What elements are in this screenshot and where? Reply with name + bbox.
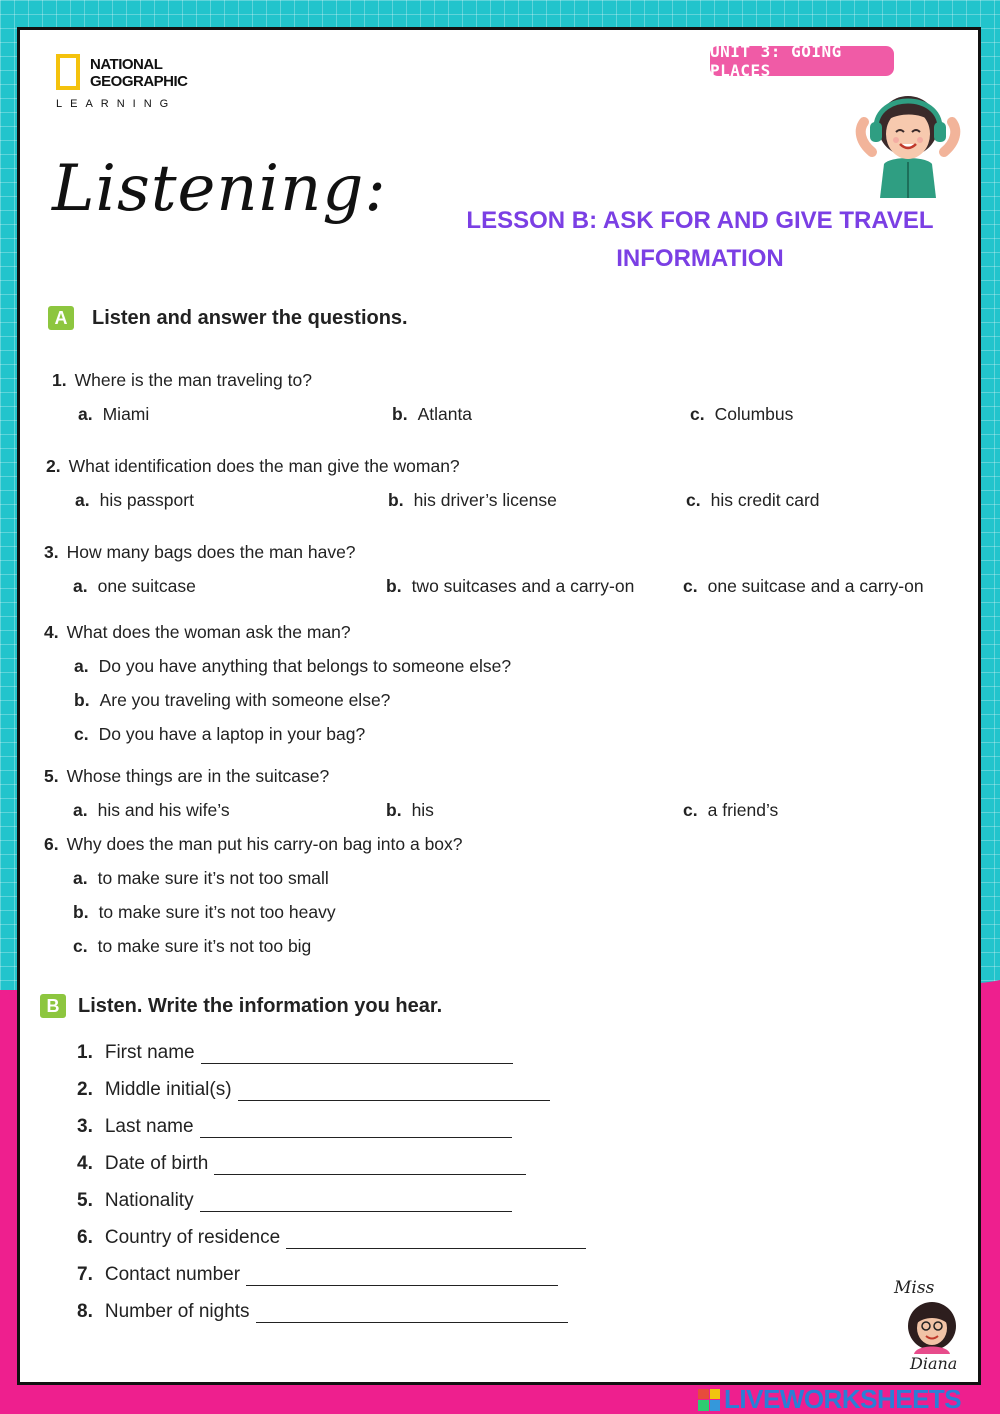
option-letter: a. [73, 800, 88, 820]
q4-option-a[interactable] [74, 656, 511, 677]
question-number: 4. [44, 622, 59, 642]
option-text: Do you have anything that belongs to someone else? [98, 656, 512, 676]
q2-option-a[interactable] [75, 490, 194, 511]
field-number: 3. [77, 1116, 93, 1137]
liveworksheets-logo-icon [698, 1389, 720, 1411]
liveworksheets-watermark [698, 1384, 961, 1414]
field-number: 6. [77, 1227, 93, 1248]
section-b-header [40, 994, 442, 1018]
option-letter: c. [690, 404, 705, 424]
question-text: Where is the man traveling to? [74, 370, 312, 390]
question-text: Why does the man put his carry-on bag into a box? [66, 834, 463, 854]
option-letter: c. [683, 800, 698, 820]
logo-subtitle: LEARNING [56, 98, 177, 110]
question-text: Whose things are in the suitcase? [66, 766, 330, 786]
q3-option-a[interactable] [73, 576, 196, 597]
q6-option-a[interactable] [73, 868, 329, 889]
middle-initials-input[interactable] [238, 1085, 550, 1101]
option-text: his passport [99, 490, 194, 510]
question-number: 1. [52, 370, 67, 390]
q2-option-b[interactable] [388, 490, 557, 511]
girl-with-headphones-icon [850, 82, 966, 198]
question-number: 5. [44, 766, 59, 786]
q6-option-c[interactable] [73, 936, 311, 957]
option-letter: a. [75, 490, 90, 510]
q4-option-b[interactable] [74, 690, 390, 711]
lesson-title [430, 202, 970, 278]
field-label: Nationality [104, 1190, 194, 1211]
question-text: What does the woman ask the man? [66, 622, 351, 642]
option-text: one suitcase [97, 576, 196, 596]
option-letter: c. [73, 936, 88, 956]
country-of-residence-input[interactable] [286, 1233, 586, 1249]
logo-line-2: GEOGRAPHIC [90, 73, 188, 90]
option-letter: b. [74, 690, 90, 710]
first-name-input[interactable] [201, 1048, 513, 1064]
option-letter: a. [78, 404, 93, 424]
watermark-text: LIVEWORKSHEETS [724, 1384, 962, 1414]
q5-option-b[interactable] [386, 800, 434, 821]
q3-option-b[interactable] [386, 576, 634, 597]
field-first-name [77, 1042, 513, 1064]
option-text: to make sure it’s not too small [97, 868, 329, 888]
option-text: his driver’s license [413, 490, 557, 510]
option-text: Are you traveling with someone else? [99, 690, 391, 710]
field-nationality [77, 1190, 512, 1212]
yellow-frame-icon [56, 54, 80, 90]
field-last-name [77, 1116, 512, 1138]
q1-option-b[interactable] [392, 404, 472, 425]
last-name-input[interactable] [200, 1122, 512, 1138]
question-6 [44, 834, 463, 855]
section-b-badge: B [40, 994, 66, 1018]
option-text: Atlanta [417, 404, 473, 424]
unit-badge: UNIT 3: GOING PLACES [710, 46, 894, 76]
field-label: Date of birth [104, 1153, 209, 1174]
question-4 [44, 622, 351, 643]
signature-line-1: Miss [894, 1278, 935, 1298]
question-number: 2. [46, 456, 61, 476]
section-b-instruction: Listen. Write the information you hear. [78, 994, 443, 1017]
option-letter: b. [386, 576, 402, 596]
option-letter: b. [386, 800, 402, 820]
option-letter: a. [73, 868, 88, 888]
section-a-instruction: Listen and answer the questions. [92, 306, 408, 329]
q4-option-c[interactable] [74, 724, 365, 745]
option-text: a friend’s [707, 800, 779, 820]
q5-option-a[interactable] [73, 800, 230, 821]
nationality-input[interactable] [200, 1196, 512, 1212]
option-letter: a. [73, 576, 88, 596]
question-text: What identification does the man give the woman? [68, 456, 460, 476]
number-of-nights-input[interactable] [256, 1307, 568, 1323]
option-text: two suitcases and a carry-on [411, 576, 635, 596]
field-number: 1. [77, 1042, 93, 1063]
option-letter: b. [388, 490, 404, 510]
field-number: 8. [77, 1301, 93, 1322]
field-contact-number [77, 1264, 558, 1286]
option-text: one suitcase and a carry-on [707, 576, 924, 596]
lesson-title-line-1: LESSON B: ASK FOR AND GIVE TRAVEL [466, 207, 934, 234]
option-letter: b. [392, 404, 408, 424]
field-number: 2. [77, 1079, 93, 1100]
q5-option-c[interactable] [683, 800, 778, 821]
field-number-of-nights [77, 1301, 568, 1323]
question-3 [44, 542, 356, 563]
q1-option-a[interactable] [78, 404, 149, 425]
option-text: Columbus [714, 404, 794, 424]
section-a-header [48, 306, 408, 330]
contact-number-input[interactable] [246, 1270, 558, 1286]
option-text: Do you have a laptop in your bag? [98, 724, 366, 744]
option-text: his and his wife’s [97, 800, 230, 820]
date-of-birth-input[interactable] [214, 1159, 526, 1175]
option-text: his [411, 800, 434, 820]
question-text: How many bags does the man have? [66, 542, 356, 562]
question-2 [46, 456, 460, 477]
option-text: his credit card [710, 490, 820, 510]
question-1 [52, 370, 312, 391]
section-a-badge: A [48, 306, 74, 330]
option-letter: c. [683, 576, 698, 596]
field-label: Contact number [104, 1264, 241, 1285]
q6-option-b[interactable] [73, 902, 336, 923]
question-number: 6. [44, 834, 59, 854]
lesson-title-line-2: INFORMATION [616, 245, 784, 272]
signature-line-2: Diana [910, 1354, 958, 1373]
field-date-of-birth [77, 1153, 526, 1175]
option-letter: c. [686, 490, 701, 510]
q2-option-c[interactable] [686, 490, 820, 511]
field-label: First name [104, 1042, 195, 1063]
q1-option-c[interactable] [690, 404, 793, 425]
option-text: Miami [102, 404, 150, 424]
field-label: Middle initial(s) [104, 1079, 232, 1100]
field-label: Country of residence [104, 1227, 281, 1248]
script-title: Listening: [52, 152, 387, 226]
field-label: Number of nights [104, 1301, 250, 1322]
q3-option-c[interactable] [683, 576, 924, 597]
field-number: 7. [77, 1264, 93, 1285]
option-letter: c. [74, 724, 89, 744]
field-number: 4. [77, 1153, 93, 1174]
option-text: to make sure it’s not too heavy [98, 902, 336, 922]
option-letter: a. [74, 656, 89, 676]
question-5 [44, 766, 329, 787]
teacher-avatar-icon [904, 1298, 960, 1354]
miss-diana-signature [888, 1280, 978, 1380]
option-text: to make sure it’s not too big [97, 936, 312, 956]
field-middle-initials [77, 1079, 550, 1101]
logo-line-1: NATIONAL [90, 56, 163, 73]
field-label: Last name [104, 1116, 194, 1137]
field-number: 5. [77, 1190, 93, 1211]
field-country-of-residence [77, 1227, 586, 1249]
worksheet-page [17, 27, 981, 1385]
question-number: 3. [44, 542, 59, 562]
option-letter: b. [73, 902, 89, 922]
